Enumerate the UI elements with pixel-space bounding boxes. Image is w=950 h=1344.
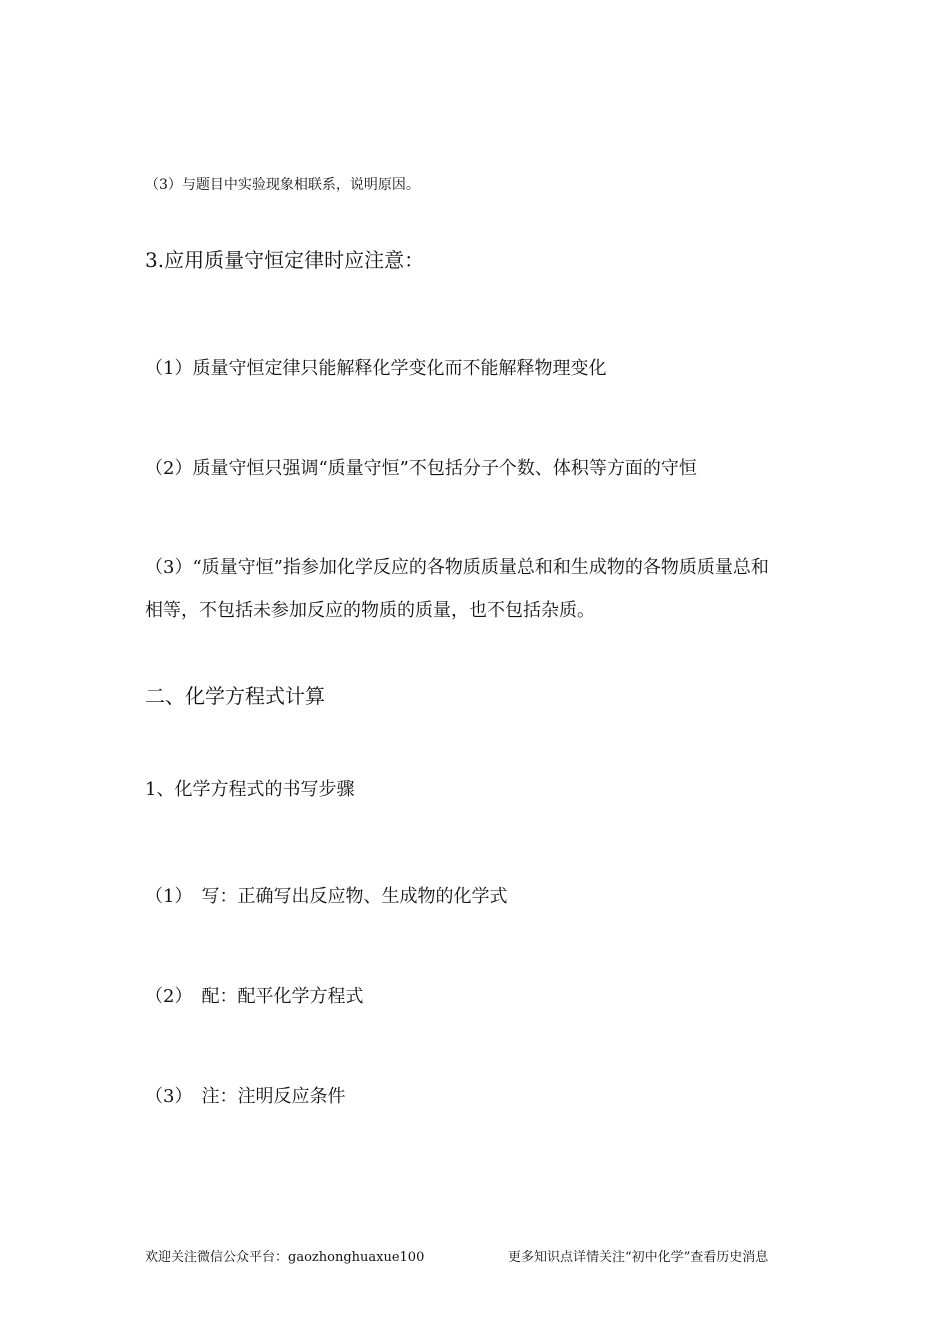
footer-left-text: 欢迎关注微信公众平台：gaozhonghuaxue100 — [145, 1250, 425, 1265]
step-3-text: （3） 注：注明反应条件 — [145, 1086, 346, 1107]
section-3-heading: 3.应用质量守恒定律时应注意： — [145, 248, 425, 272]
note-1-text: （1）质量守恒定律只能解释化学变化而不能解释物理变化 — [145, 358, 607, 379]
step-1-text: （1） 写：正确写出反应物、生成物的化学式 — [145, 886, 508, 907]
note-3-text-line1: （3）“质量守恒”指参加化学反应的各物质质量总和和生成物的各物质质量总和 — [145, 557, 769, 578]
footer-right-text: 更多知识点详情关注“初中化学”查看历史消息 — [508, 1250, 769, 1265]
note-3-text-line2: 相等，不包括未参加反应的物质的质量，也不包括杂质。 — [145, 600, 595, 621]
part-2-heading: 二、化学方程式计算 — [145, 684, 325, 708]
note-2-text: （2）质量守恒只强调“质量守恒”不包括分子个数、体积等方面的守恒 — [145, 458, 697, 479]
step-2-text: （2） 配：配平化学方程式 — [145, 986, 364, 1007]
item-3-intro-text: （3）与题目中实验现象相联系，说明原因。 — [145, 177, 420, 193]
subsection-1-heading: 1、化学方程式的书写步骤 — [145, 779, 355, 800]
